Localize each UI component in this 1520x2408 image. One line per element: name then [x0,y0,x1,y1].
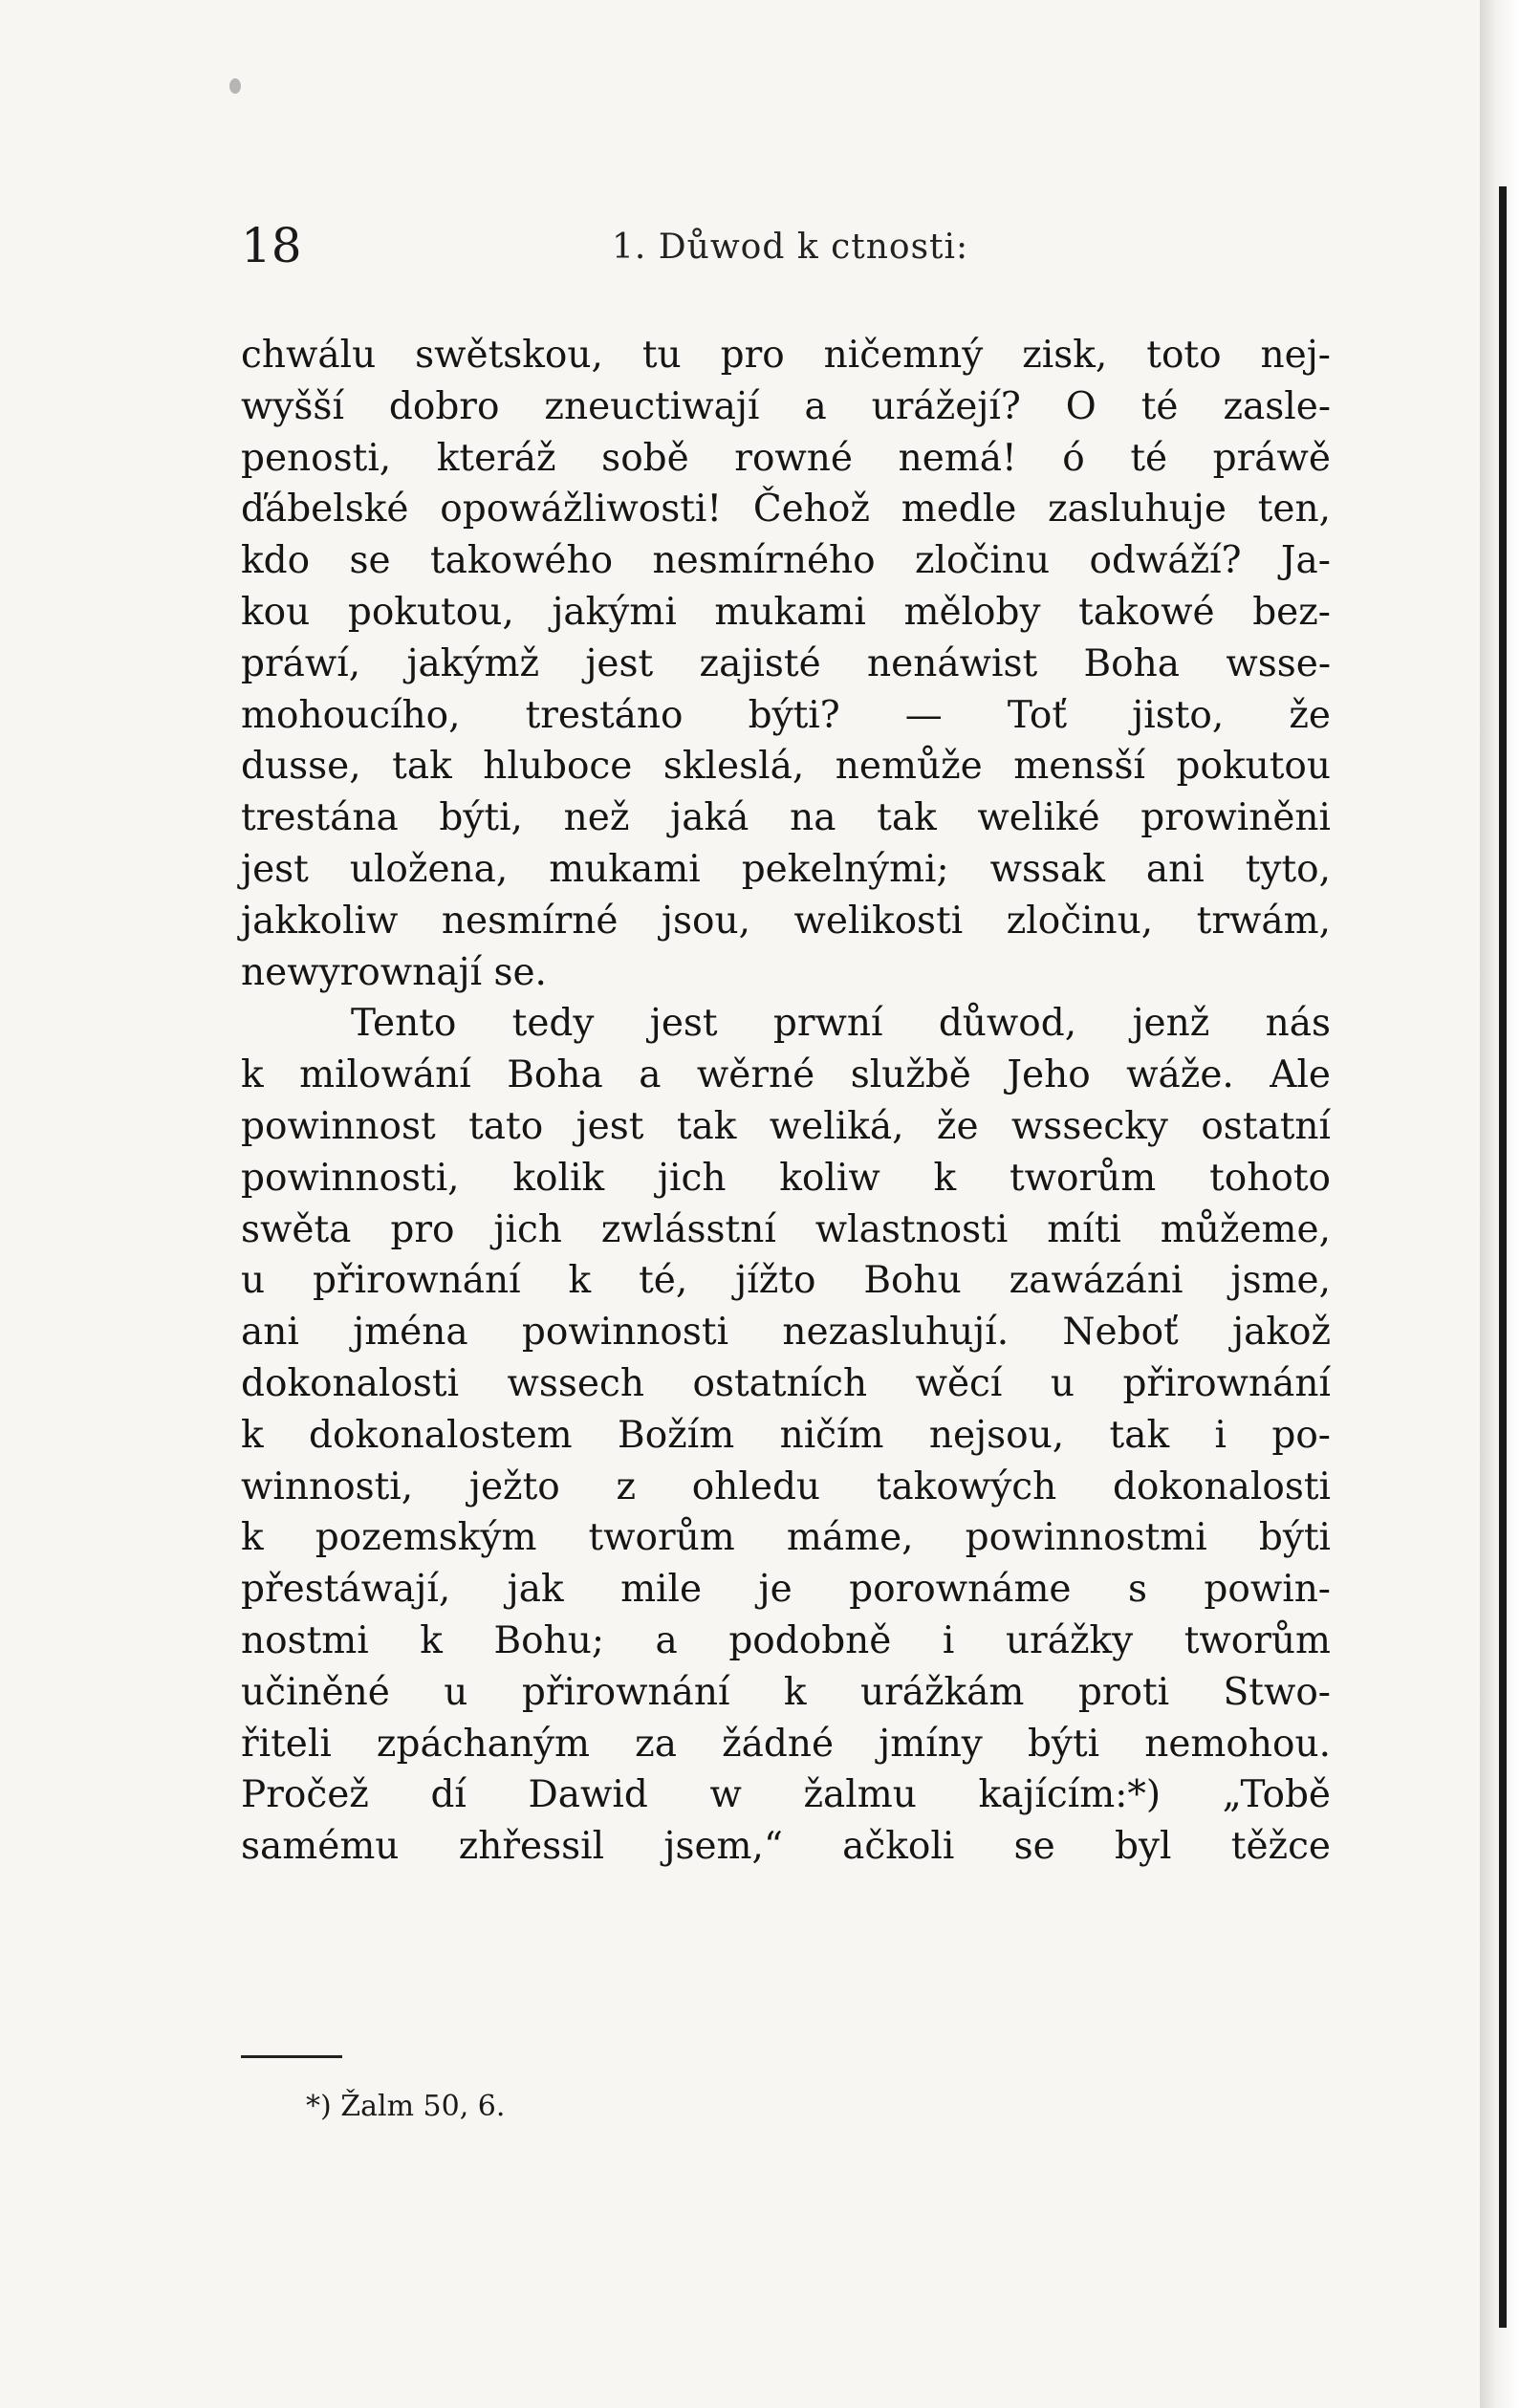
text-line: jakkoliw nesmírné jsou, welikosti zločinu, trwám, [241,899,1331,943]
text-line: jest uložena, mukami pekelnými; wssak ani tyto, [241,847,1331,891]
footnote: *) Žalm 50, 6. [306,2090,506,2123]
text-line: řiteli zpáchaným za žádné jmíny býti nemohou. [241,1722,1331,1766]
text-line: Pročež dí Dawid w žalmu kajícím:*) „Tobě [241,1773,1331,1817]
text-line: dokonalosti wssech ostatních wěcí u přirownání [241,1361,1331,1405]
text-line: u přirownání k té, jížto Bohu zawázáni jsme, [241,1259,1331,1303]
text-line: trestána býti, než jaká na tak weliké prowiněni [241,796,1331,840]
text-line: chwálu swětskou, tu pro ničemný zisk, toto nej- [241,334,1331,377]
text-line: mohoucího, trestáno býti? — Toť jisto, že [241,693,1331,737]
text-line: učiněné u přirownání k urážkám proti Stwo- [241,1670,1331,1714]
page-number: 18 [241,218,302,273]
text-line: kou pokutou, jakými mukami měloby takowé bez- [241,590,1331,634]
paragraph-start-line: Tento tedy jest prwní důwod, jenž nás [351,1002,1331,1046]
page-header [241,218,1331,275]
text-line: winnosti, ježto z ohledu takowých dokonalosti [241,1464,1331,1508]
binding-edge [1480,0,1520,2408]
text-line: nostmi k Bohu; a podobně i urážky tworům [241,1618,1331,1662]
text-line: newyrownají se. [241,950,547,994]
text-line: přestáwají, jak mile je porownáme s powin- [241,1568,1331,1612]
text-line: swěta pro jich zwlásstní wlastnosti míti můžeme, [241,1207,1331,1251]
text-line: samému zhřessil jsem,“ ačkoli se byl těžce [241,1825,1331,1869]
footnote-rule [241,2055,342,2058]
text-line: k pozemským tworům máme, powinnostmi býti [241,1516,1331,1560]
text-line: penosti, kteráž sobě rowné nemá! ó té práwě [241,436,1331,480]
text-line: práwí, jakýmž jest zajisté nenáwist Boha wsse- [241,641,1331,685]
binding-edge-line [1499,186,1507,2328]
text-line: k milowání Boha a wěrné službě Jeho wáže. Ale [241,1053,1331,1097]
text-line: ani jména powinnosti nezasluhují. Neboť jakož [241,1311,1331,1355]
text-line: kdo se takowého nesmírného zločinu odwáží? Ja- [241,539,1331,583]
paper-smudge [229,78,241,94]
text-line: powinnosti, kolik jich koliw k tworům tohoto [241,1156,1331,1200]
text-line: wyšší dobro zneuctiwají a urážejí? O té zasle- [241,384,1331,428]
text-line: k dokonalostem Božím ničím nejsou, tak i po- [241,1413,1331,1457]
text-line: ďábelské opowážliwosti! Čehož medle zasluhuje ten, [241,488,1331,531]
body-text [241,330,1331,1873]
running-head: 1. Důwod k ctnosti: [612,228,969,267]
text-line: powinnost tato jest tak weliká, že wssecky ostatní [241,1104,1331,1148]
text-line: dusse, tak hluboce skleslá, nemůže mensší pokutou [241,745,1331,789]
